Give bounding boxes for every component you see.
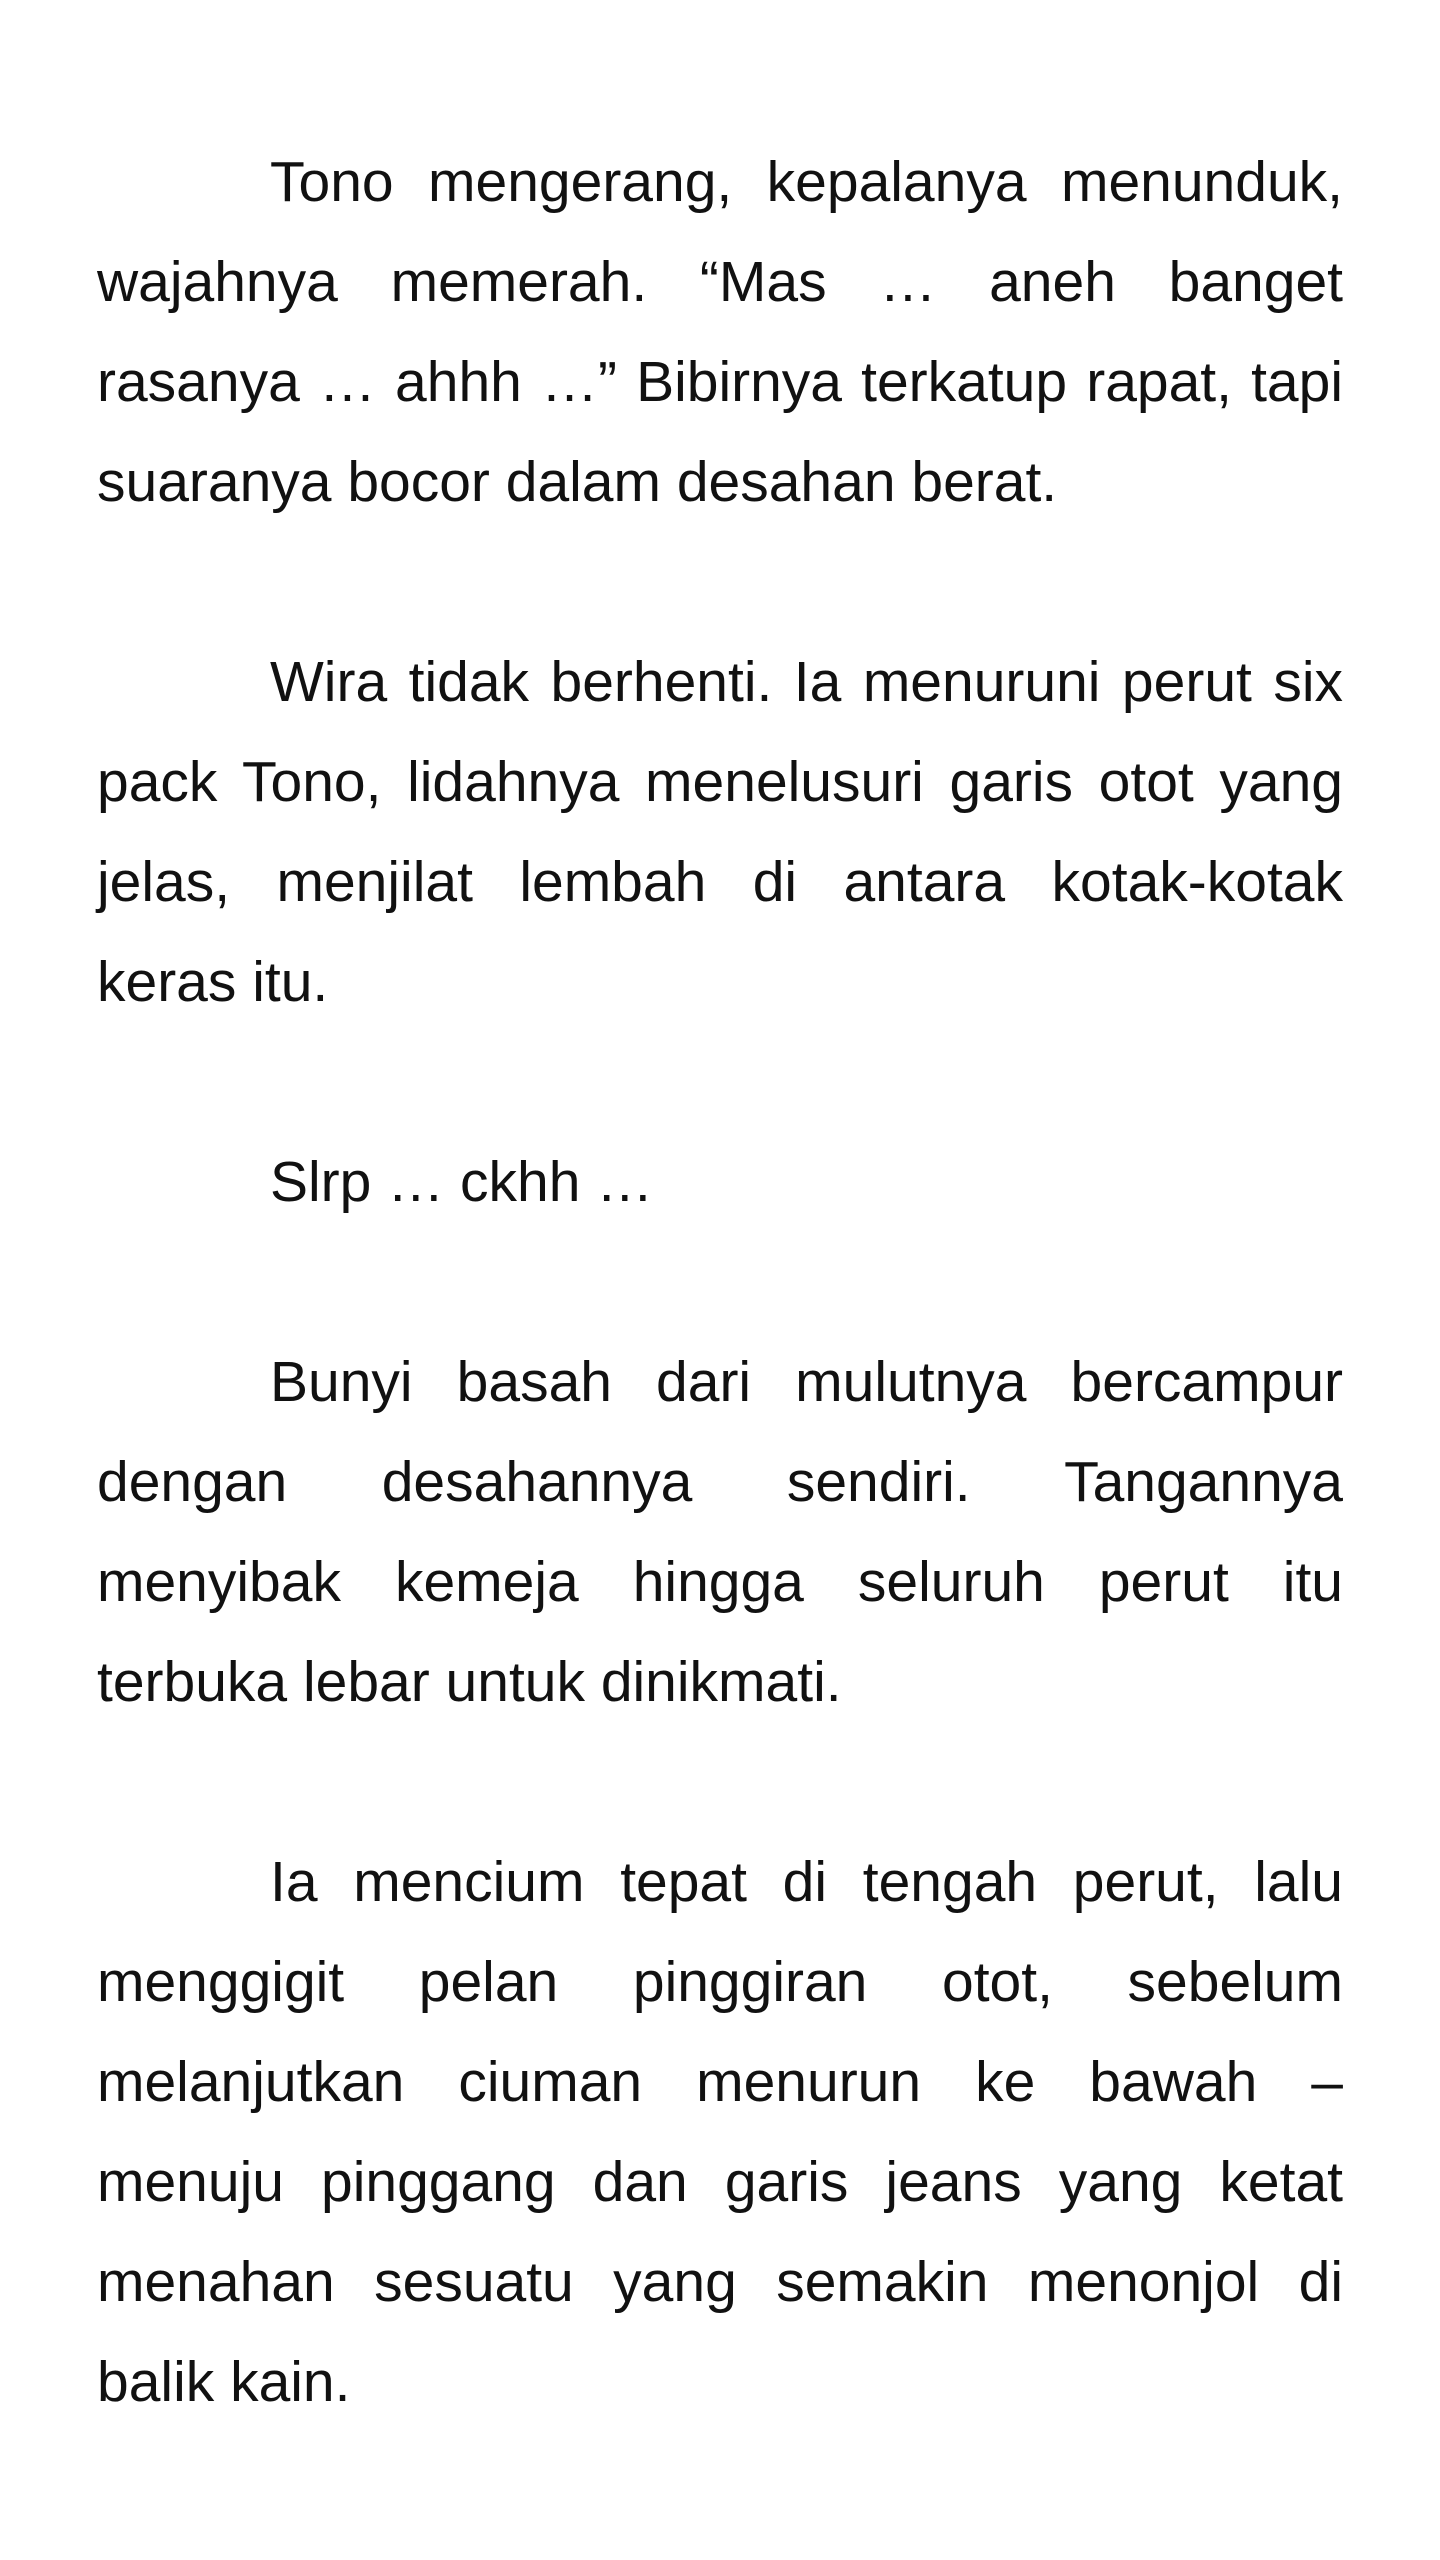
paragraph-3: Slrp … ckhh … (270, 1150, 654, 1214)
document-page (97, 132, 1343, 2432)
paragraph-4: Bunyi basah dari mulutnya bercampur dengan desahannya sendiri. Tangannya menyibak kemeja hingga seluruh perut itu terbuka lebar untuk dinikmati. (97, 1350, 1343, 1714)
paragraph-2: Wira tidak berhenti. Ia menuruni perut six pack Tono, lidahnya menelusuri garis otot yang jelas, menjilat lembah di antara kotak-kotak keras itu. (97, 650, 1343, 1014)
paragraph-5: Ia mencium tepat di tengah perut, lalu menggigit pelan pinggiran otot, sebelum melanjutkan ciuman menurun ke bawah – menuju pinggang dan garis jeans yang ketat menahan sesuatu yang semakin menonjol di balik kain. (97, 1850, 1343, 2414)
paragraph-1: Tono mengerang, kepalanya menunduk, wajahnya memerah. “Mas … aneh banget rasanya … ahhh …” Bibirnya terkatup rapat, tapi suaranya bocor dalam desahan berat. (97, 150, 1343, 514)
